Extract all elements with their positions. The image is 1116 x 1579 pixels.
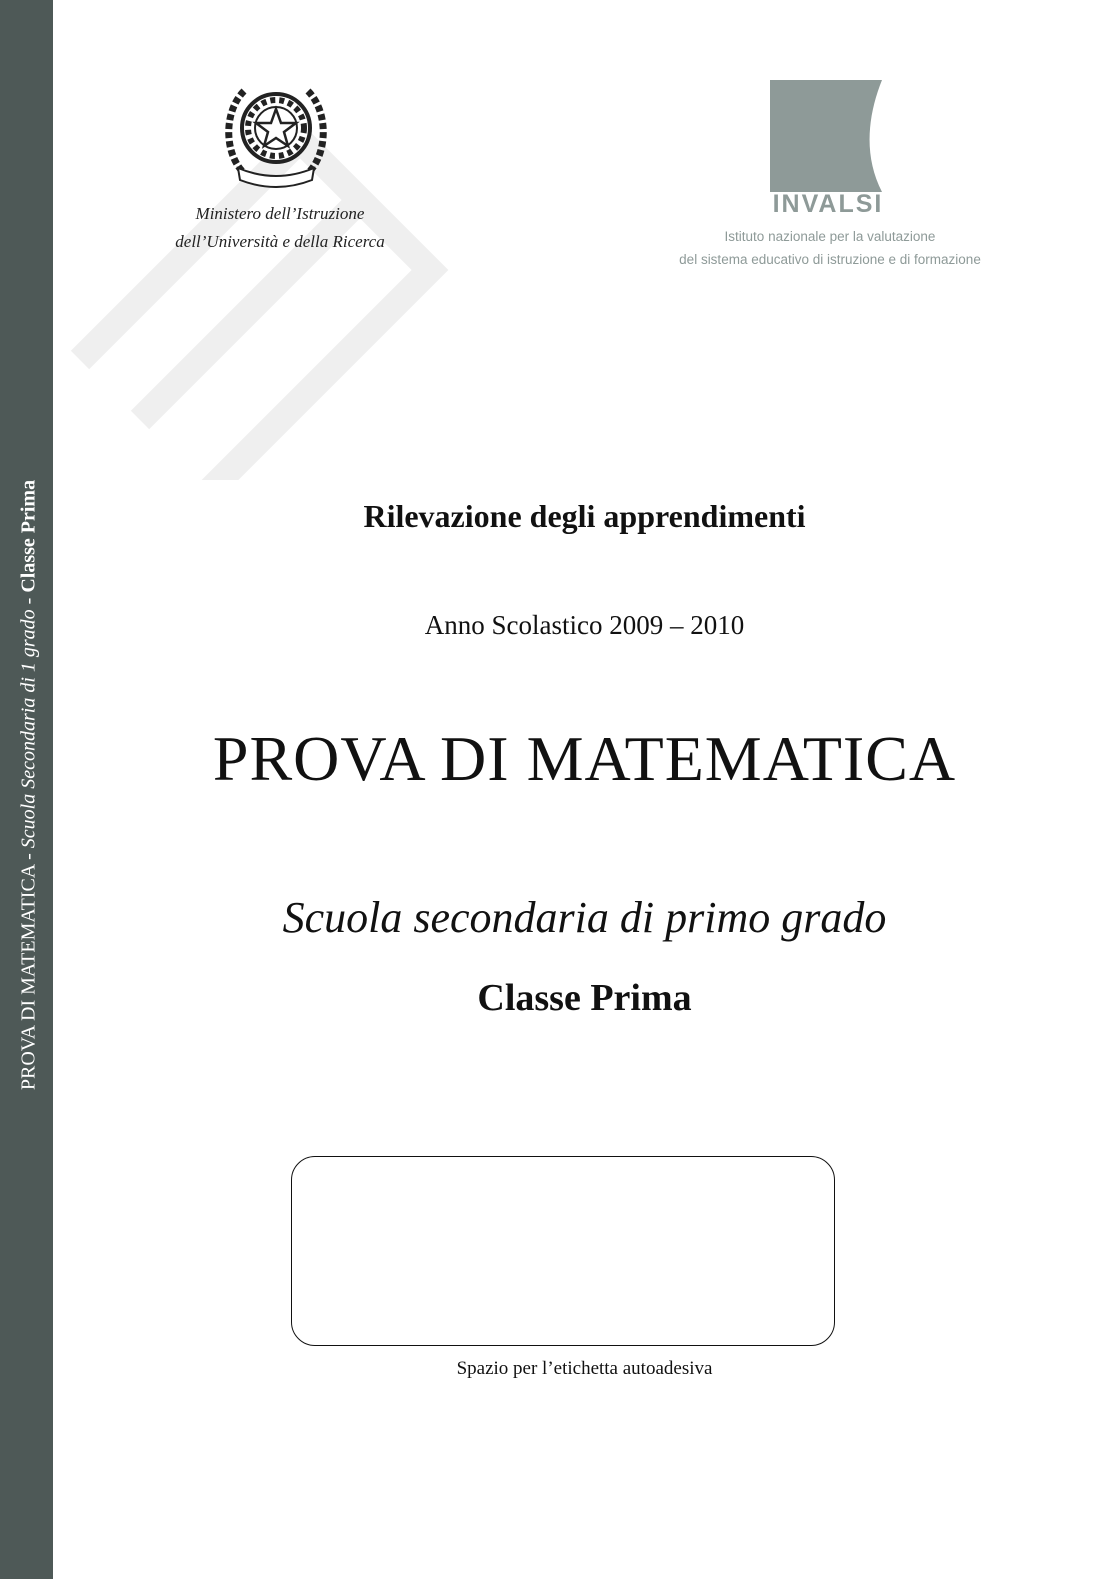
ministry-line-2: dell’Università e della Ricerca bbox=[175, 232, 385, 251]
invalsi-logo-icon bbox=[768, 80, 886, 192]
class-level: Classe Prima bbox=[477, 977, 692, 1019]
invalsi-name: INVALSI bbox=[772, 190, 884, 218]
school-year: Anno Scolastico 2009 – 2010 bbox=[424, 610, 745, 640]
side-band bbox=[0, 0, 53, 1579]
test-title: PROVA DI MATEMATICA bbox=[212, 723, 957, 794]
ministry-name bbox=[140, 200, 420, 256]
invalsi-description-line-1: Istituto nazionale per la valutazione bbox=[724, 229, 936, 244]
side-band-text bbox=[18, 480, 41, 1090]
ministry-line-1: Ministero dell’Istruzione bbox=[195, 204, 365, 223]
school-level: Scuola secondaria di primo grado bbox=[282, 893, 887, 942]
survey-heading: Rilevazione degli apprendimenti bbox=[363, 498, 806, 534]
sticker-label-box bbox=[291, 1156, 835, 1346]
side-band-school: Scuola Secondaria di 1 grado - bbox=[17, 592, 40, 849]
sticker-label-caption: Spazio per l’etichetta autoadesiva bbox=[456, 1358, 713, 1379]
republic-emblem-icon bbox=[222, 76, 330, 188]
side-band-test-name: PROVA DI MATEMATICA - bbox=[17, 848, 40, 1091]
invalsi-description bbox=[650, 225, 1010, 271]
side-band-class: Classe Prima bbox=[17, 479, 40, 593]
invalsi-description-line-2: del sistema educativo di istruzione e di formazione bbox=[679, 252, 981, 267]
